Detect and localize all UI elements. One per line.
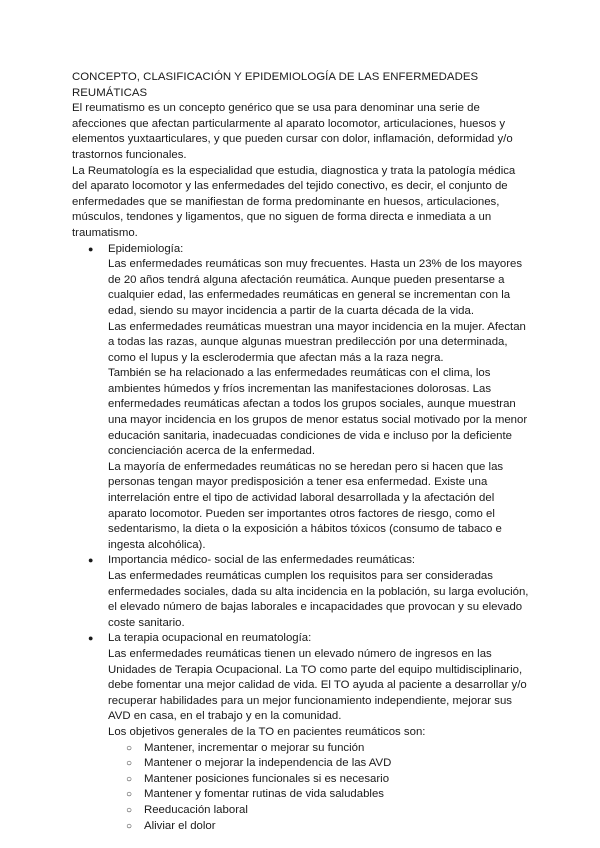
document-title: CONCEPTO, CLASIFICACIÓN Y EPIDEMIOLOGÍA DE LAS ENFERMEDADES REUMÁTICAS — [72, 71, 479, 99]
list-item — [126, 772, 532, 788]
section-heading: Epidemiología: — [108, 242, 184, 255]
section-paragraph: Las enfermedades reumáticas muestran una mayor incidencia en la mujer. Afectan a todas las razas, aunque algunas muestran predilección por una determinada, como el lupus y la esclerodermia que afectan más a la raza negra. — [108, 320, 526, 364]
list-item — [126, 756, 532, 772]
objective-text: Mantener o mejorar la independencia de las AVD — [144, 757, 392, 770]
section-terapia-ocupacional — [88, 631, 532, 834]
section-heading: Importancia médico- social de las enfermedades reumáticas: — [108, 554, 416, 567]
objective-text: Mantener y fomentar rutinas de vida saludables — [144, 788, 384, 801]
section-heading: La terapia ocupacional en reumatología: — [108, 632, 312, 645]
section-paragraph: También se ha relacionado a las enfermedades reumáticas con el clima, los ambientes húmedos y fríos incrementan las manifestaciones dolorosas. Las enfermedades reumáticas afectan a todos los grupos sociales, aunque muestran una mayor incidencia en los grupos de menor estatus social motivado por la menor educación sanitaria, inadecuadas condiciones de vida e incluso por la deficiente concienciación acerca de la enfermedad. — [108, 367, 528, 458]
section-importancia — [88, 553, 532, 631]
document-page — [72, 70, 532, 834]
objective-text: Aliviar el dolor — [144, 819, 216, 832]
objective-text: Mantener posiciones funcionales si es necesario — [144, 772, 390, 785]
intro-paragraph: El reumatismo es un concepto genérico que se usa para denominar una serie de afecciones que afectan particularmente al aparato locomotor, articulaciones, huesos y elementos yuxtaarticulares, y que pueden cursar con dolor, inflamación, deformidad y/o trastornos funcionales. — [72, 102, 513, 161]
objective-text: Mantener, incrementar o mejorar su función — [144, 741, 365, 754]
section-paragraph: Las enfermedades reumáticas cumplen los requisitos para ser consideradas enfermedades sociales, dada su alta incidencia en la población, su larga evolución, el elevado número de bajas laborales e incapacidades que provocan y su elevado coste sanitario. — [108, 570, 529, 629]
objective-text: Reeducación laboral — [144, 803, 248, 816]
section-paragraph: Las enfermedades reumáticas tienen un elevado número de ingresos en las Unidades de Terapia Ocupacional. La TO como parte del equipo multidisciplinario, debe fomentar una mejor calidad de vida. El TO ayuda al paciente a desarrollar y/o recuperar habilidades para un mejor funcionamiento independiente, mejorar sus AVD en casa, en el trabajo y en la comunidad. — [108, 647, 527, 723]
section-paragraph: La mayoría de enfermedades reumáticas no se heredan pero si hacen que las personas tengan mayor predisposición a tener esa enfermedad. Existe una interrelación entre el tipo de actividad laboral desarrollada y la afectación del aparato locomotor. Pueden ser importantes otros factores de riesgo, como el sedentarismo, la dieta o la exposición a hábitos tóxicos (consumo de tabaco e ingesta alcohólica). — [108, 460, 504, 551]
bullet-icon: ● — [88, 633, 94, 644]
section-list — [72, 242, 532, 835]
list-item — [126, 741, 532, 757]
circle-bullet-icon: ○ — [126, 742, 133, 754]
circle-bullet-icon: ○ — [126, 758, 133, 770]
list-item — [126, 803, 532, 819]
objectives-list — [108, 741, 532, 835]
list-item — [126, 787, 532, 803]
circle-bullet-icon: ○ — [126, 820, 133, 832]
section-epidemiologia — [88, 242, 532, 554]
section-paragraph: Las enfermedades reumáticas son muy frecuentes. Hasta un 23% de los mayores de 20 años tendrá alguna afectación reumática. Aunque pueden presentarse a cualquier edad, las enfermedades reumáticas en general se incrementan con la edad, siendo su mayor incidencia a partir de la cuarta década de la vida. — [108, 258, 523, 317]
bullet-icon: ● — [88, 243, 94, 254]
circle-bullet-icon: ○ — [126, 804, 133, 816]
intro-paragraph: La Reumatología es la especialidad que estudia, diagnostica y trata la patología médica del aparato locomotor y las enfermedades del tejido conectivo, es decir, el conjunto de enfermedades que se manifiestan de forma predominante en huesos, articulaciones, músculos, tendones y ligamentos, que no siguen de forma directa e inmediata a un traumatismo. — [72, 164, 516, 239]
circle-bullet-icon: ○ — [126, 789, 133, 801]
list-item — [126, 819, 532, 835]
bullet-icon: ● — [88, 555, 94, 566]
circle-bullet-icon: ○ — [126, 773, 133, 785]
section-paragraph: Los objetivos generales de la TO en pacientes reumáticos son: — [108, 725, 426, 738]
